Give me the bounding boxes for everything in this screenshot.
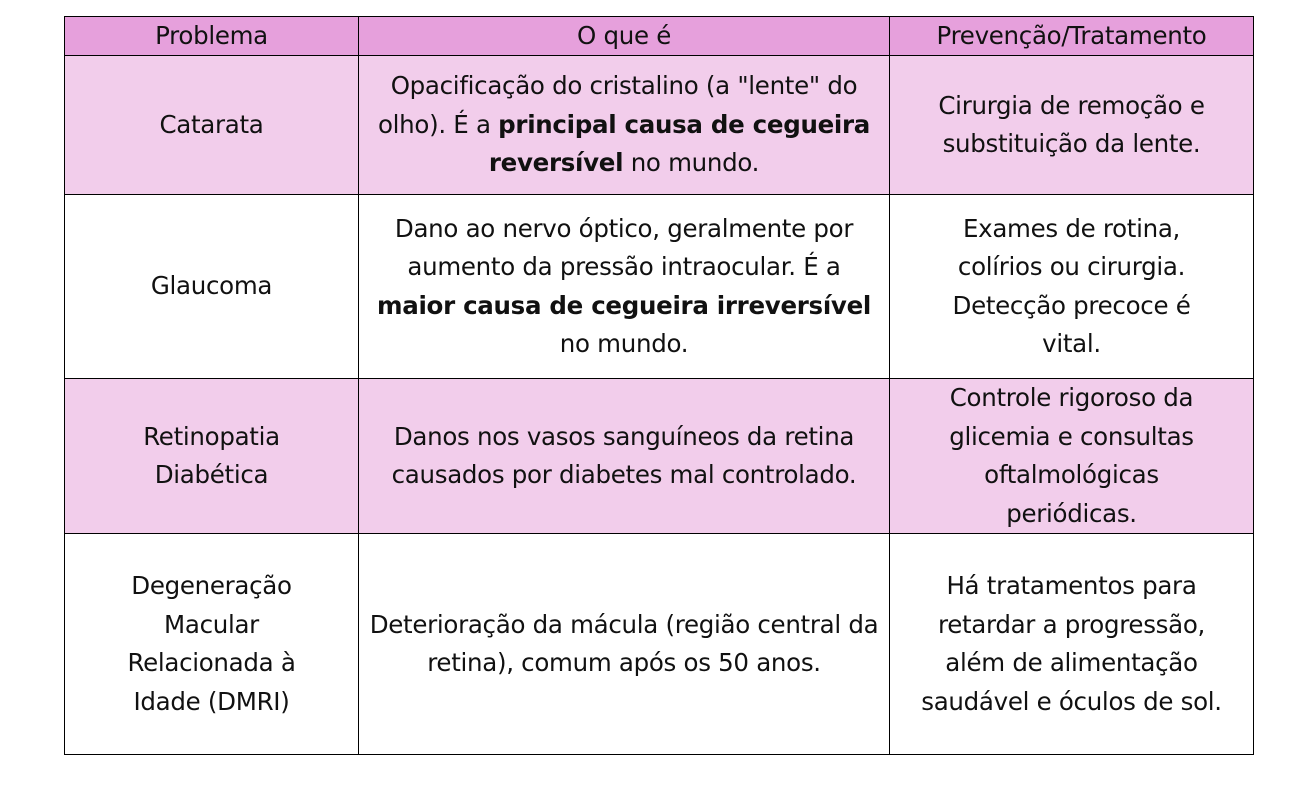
problem-cell: Retinopatia Diabética [65, 379, 359, 534]
table-row [65, 379, 1254, 534]
what-cell: Deterioração da mácula (região central da retina), comum após os 50 anos. [359, 534, 890, 755]
header-what: O que é [359, 17, 890, 56]
eye-diseases-table [64, 16, 1254, 755]
what-bold-text: maior causa de cegueira irreversível [376, 290, 872, 320]
header-row [65, 17, 1254, 56]
what-cell [359, 56, 890, 195]
what-text: Opacificação do cristalino (a "lente" do olho). É a [377, 71, 858, 139]
what-cell: Danos nos vasos sanguíneos da retina causados por diabetes mal controlado. [359, 379, 890, 534]
treatment-cell: Exames de rotina, colírios ou cirurgia. Detecção precoce é vital. [890, 195, 1254, 379]
problem-cell: Degeneração Macular Relacionada à Idade (DMRI) [65, 534, 359, 755]
treatment-cell: Cirurgia de remoção e substituição da lente. [890, 56, 1254, 195]
what-cell [359, 195, 890, 379]
problem-cell: Glaucoma [65, 195, 359, 379]
what-text: Dano ao nervo óptico, geralmente por aumento da pressão intraocular. É a [394, 213, 854, 281]
problem-cell: Catarata [65, 56, 359, 195]
table-row [65, 195, 1254, 379]
treatment-cell: Há tratamentos para retardar a progressão, além de alimentação saudável e óculos de sol. [890, 534, 1254, 755]
header-treatment: Prevenção/Tratamento [890, 17, 1254, 56]
table-row [65, 534, 1254, 755]
table-row [65, 56, 1254, 195]
what-bold-text: principal causa de cegueira reversível [488, 109, 871, 178]
treatment-cell: Controle rigoroso da glicemia e consultas oftalmológicas periódicas. [890, 379, 1254, 534]
header-problem: Problema [65, 17, 359, 56]
what-text: no mundo. [623, 148, 760, 178]
what-text: no mundo. [559, 329, 689, 358]
